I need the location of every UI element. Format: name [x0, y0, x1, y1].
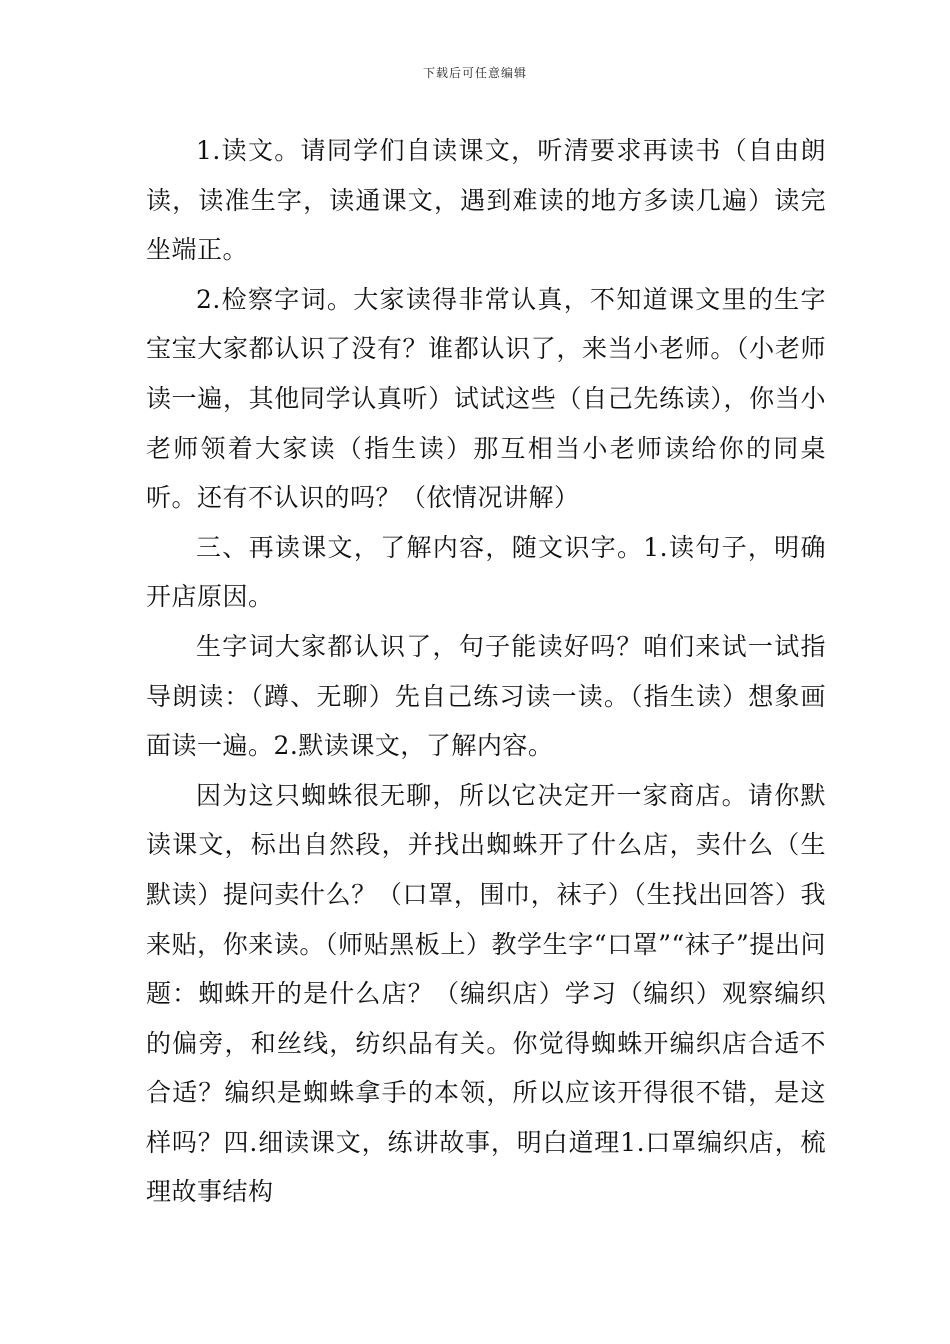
paragraph-spider-shop: 因为这只蜘蛛很无聊，所以它决定开一家商店。请你默读课文，标出自然段，并找出蜘蛛开了什么店，卖什么（生默读）提问卖什么？（口罩，围巾，袜子）（生找出回答）我来贴，你来读。（师贴黑板上）教学生字“口罩”“袜子”提出问题：蜘蛛开的是什么店？（编织店）学习（编织）观察编织的偏旁，和丝线，纺织品有关。你觉得蜘蛛开编织店合适不合适？编织是蜘蛛拿手的本领，所以应该开得很不错，是这样吗？四.细读课文，练讲故事，明白道理1.口罩编织店，梳理故事结构: [146, 780, 826, 1207]
paragraph-guided-reading: 生字词大家都认识了，句子能读好吗？咱们来试一试指导朗读：（蹲、无聊）先自己练习读一读。（指生读）想象画面读一遍。2.默读课文，了解内容。: [146, 631, 826, 761]
document-body: [146, 126, 826, 1217]
paragraph-reread-text: 三、再读课文，了解内容，随文识字。1.读句子，明确开店原因。: [146, 532, 826, 612]
page-header: 下载后可任意编辑: [422, 66, 527, 80]
paragraph-check-words: 2.检察字词。大家读得非常认真，不知道课文里的生字宝宝大家都认识了没有？谁都认识了，来当小老师。（小老师读一遍，其他同学认真听）试试这些（自己先练读），你当小老师领着大家读（指生读）那互相当小老师读给你的同桌听。还有不认识的吗？（依情况讲解）: [146, 284, 826, 513]
paragraph-read-text: 1.读文。请同学们自读课文，听清要求再读书（自由朗读，读准生字，读通课文，遇到难读的地方多读几遍）读完坐端正。: [146, 136, 826, 265]
